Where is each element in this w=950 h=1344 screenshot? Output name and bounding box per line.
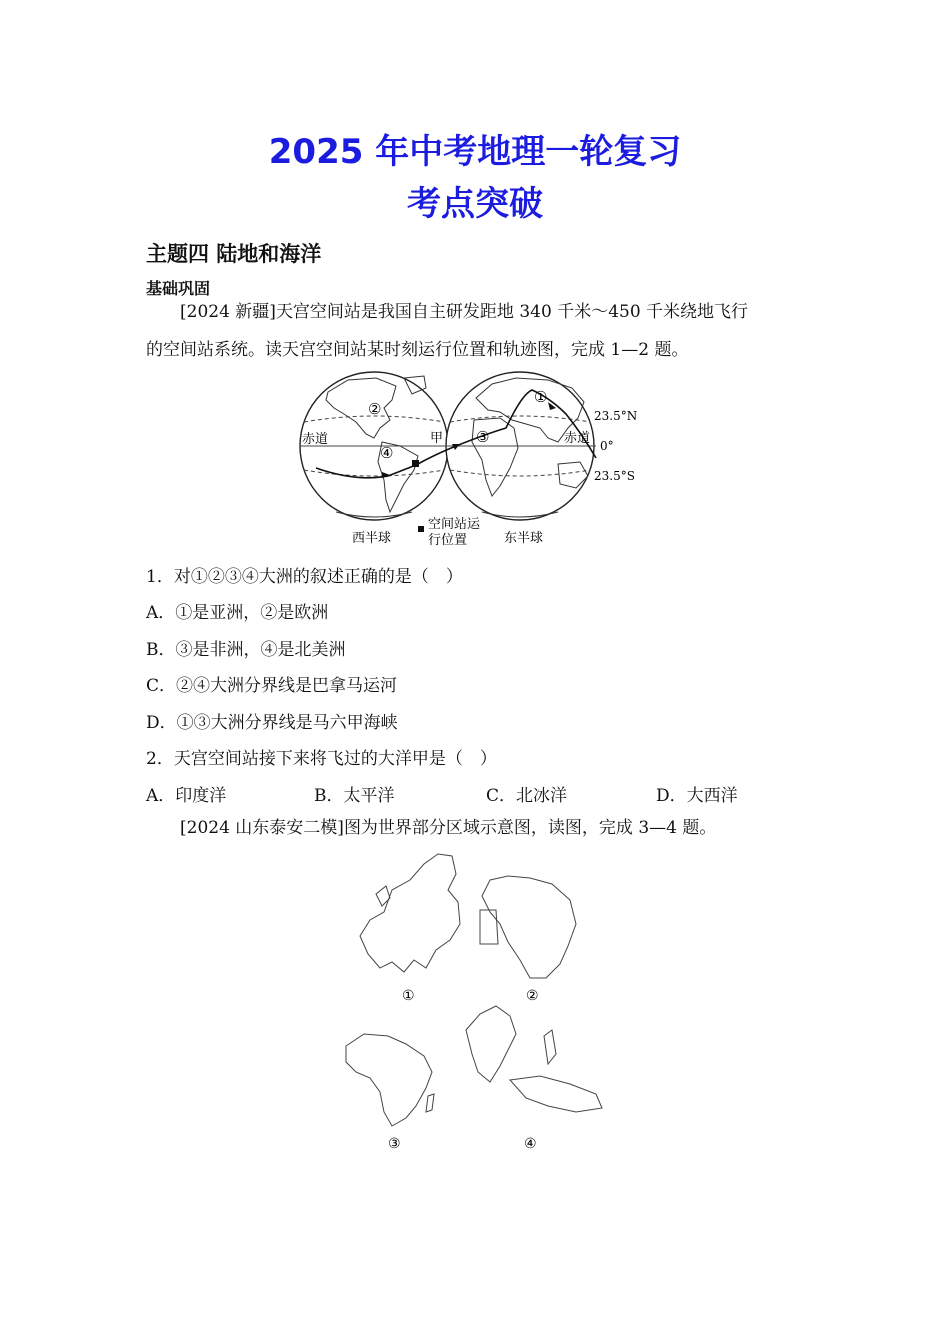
map-madagascar-outline	[426, 1094, 434, 1112]
station-position-marker	[412, 460, 419, 467]
map-europe-outline	[360, 854, 460, 972]
marker-3: ③	[476, 428, 490, 446]
section-heading: 基础巩固	[146, 279, 211, 298]
question-1-option-b: B．③是非洲，④是北美洲	[146, 640, 346, 660]
map-indochina-outline	[466, 1006, 516, 1082]
passage-1-line-2: 的空间站系统。读天宫空间站某时刻运行位置和轨迹图，完成 1—2 题。	[146, 340, 689, 360]
page-title: 2025 年中考地理一轮复习	[268, 132, 682, 172]
map-label-1: ①	[402, 988, 415, 1004]
passage-1-line-1	[180, 302, 748, 322]
passage-1-text: 天宫空间站是我国自主研发距地 340 千米～450 千米绕地飞行	[275, 302, 749, 322]
map-label-2: ②	[526, 988, 539, 1004]
tropic-south-label: 23.5°S	[594, 469, 635, 483]
map-label-3: ③	[388, 1136, 401, 1152]
passage-1-source: [2024 新疆]	[180, 302, 276, 322]
map-label-4: ④	[524, 1136, 537, 1152]
page-subtitle: 考点突破	[407, 184, 543, 224]
tropic-north-label: 23.5°N	[594, 409, 638, 423]
legend-text-1: 空间站运	[428, 517, 481, 532]
jia-label: 甲	[430, 431, 444, 446]
passage-2	[180, 818, 716, 838]
question-2-option-a: A．印度洋	[146, 786, 227, 806]
marker-1: ①	[534, 388, 548, 406]
question-2-option-c: C．北冰洋	[486, 786, 568, 806]
topic-heading: 主题四 陆地和海洋	[146, 242, 322, 266]
question-2-stem: 2．天宫空间站接下来将飞过的大洋甲是（ ）	[146, 749, 497, 769]
map-britain-outline	[376, 886, 390, 906]
equator-label-east: 赤道	[564, 431, 591, 446]
marker-2: ②	[368, 400, 382, 418]
map-indonesia-outline	[510, 1076, 602, 1112]
map-west-asia-outline	[482, 876, 576, 978]
question-1-option-c: C．②④大洲分界线是巴拿马运河	[146, 676, 398, 696]
question-2-option-b: B．太平洋	[314, 786, 395, 806]
question-1-stem: 1．对①②③④大洲的叙述正确的是（ ）	[146, 567, 463, 587]
western-hemisphere-label: 西半球	[352, 531, 392, 546]
question-2-option-d: D．大西洋	[656, 786, 738, 806]
marker-4: ④	[380, 444, 394, 462]
passage-2-source: [2024 山东泰安二模]	[180, 818, 344, 838]
eastern-hemisphere-label: 东半球	[504, 531, 544, 546]
passage-2-text: 图为世界部分区域示意图，读图，完成 3—4 题。	[343, 818, 717, 838]
legend-marker	[418, 526, 424, 532]
hemispheres-map-figure	[296, 368, 656, 550]
equator-zero-label: 0°	[600, 439, 614, 453]
map-egypt-outline	[480, 910, 498, 944]
map-africa-outline	[346, 1034, 432, 1126]
question-1-option-a: A．①是亚洲，②是欧洲	[146, 603, 329, 623]
regional-maps-figure	[340, 850, 610, 1160]
legend-text-2: 行位置	[428, 533, 468, 548]
map-philippines-outline	[544, 1030, 556, 1064]
equator-label-west: 赤道	[302, 432, 329, 447]
question-1-option-d: D．①③大洲分界线是马六甲海峡	[146, 713, 398, 733]
